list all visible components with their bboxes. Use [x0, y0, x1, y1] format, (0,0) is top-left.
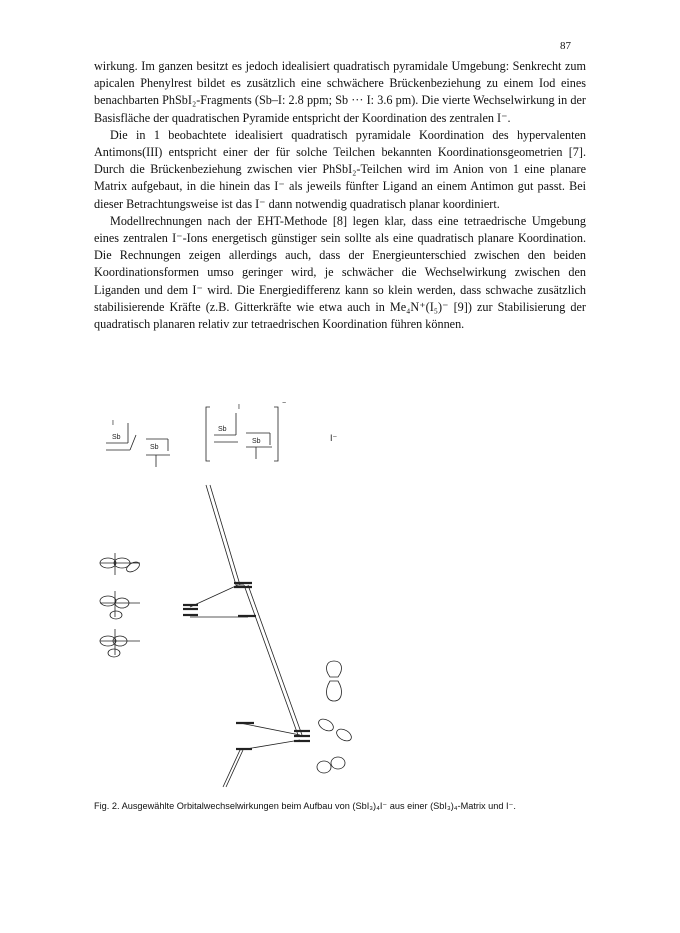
orbital-sketches-left [100, 553, 141, 657]
body-text [94, 58, 586, 333]
energy-levels [183, 583, 310, 749]
orbital-sketches-right [317, 661, 354, 773]
label-iodide: I⁻ [330, 433, 338, 443]
energy-diagram [190, 485, 302, 787]
label-sb-2: Sb [150, 444, 159, 451]
paragraph-3: Modellrechnungen nach der EHT-Methode [8] legen klar, dass eine tetraedrische Umgebung eines zentralen I⁻-Ions energetisch günstiger sein sollte als eine quadratisch planare Koordination. Die Rechnungen zeigen allerdings auch, dass der Energieunterschied zwischen den beiden Koordinationsformen umso geringer wird, je schwächer die Wechselwirkung zwischen den Liganden und dem I⁻ wird. Die Energiedifferenz kann so klein werden, dass schwache zusätzlich stabilisierende Kräfte (z.B. Gitterkräfte wie etwa auch in Me₄N⁺(I₅)⁻ [9]) zur Stabilisierung der quadratisch planaren relativ zur tetraedrischen Koordination führen können. [94, 213, 586, 332]
paragraph-1: wirkung. Im ganzen besitzt es jedoch idealisiert quadratisch pyramidale Umgebung: Senkrecht zum apicalen Phenylrest bildet es zusätzlich eine schwächere Brückenbeziehung zu einem Iod eines benachbarten PhSbI₂-Fragments (Sb–I: 2.8 ppm; Sb ··· I: 3.6 pm). Die vierte Wechselwirkung in der Basisfläche der quadratischen Pyramide entspricht der Koordination des zentralen I⁻. [94, 59, 586, 125]
label-sb-4: Sb [252, 438, 261, 445]
label-i-top: I [112, 420, 114, 427]
page-number: 87 [560, 40, 571, 52]
label-sb-1: Sb [112, 434, 121, 441]
figure-caption: Fig. 2. Ausgewählte Orbitalwechselwirkungen beim Aufbau von (SbI₃)₄I⁻ aus einer (SbI₃)₄-Matrix und I⁻. [94, 801, 516, 811]
complex-structure-sketch [206, 407, 278, 461]
label-charge: − [282, 400, 287, 407]
paragraph-2: Die in 1 beobachtete idealisiert quadratisch pyramidale Koordination des hypervalenten Antimons(III) entspricht einer der für solche Teilchen bekannten Koordinationsgeometrien [7]. Durch die Brückenbeziehung zwischen vier PhSbI₂-Teilchen wird im Anion von 1 eine planare Matrix aufgebaut, in die hinein das I⁻ als jeweils fünfter Ligand an einem Antimon gut passt. Bei dieser Betrachtungsweise ist das I⁻ dann notwendig quadratisch planar koordiniert. [94, 127, 586, 211]
orbital-diagram-svg [88, 395, 548, 795]
label-sb-3: Sb [218, 426, 227, 433]
label-i-bracket: I [238, 404, 240, 411]
matrix-structure-sketch [106, 423, 170, 467]
figure-orbital-diagram [88, 395, 548, 795]
